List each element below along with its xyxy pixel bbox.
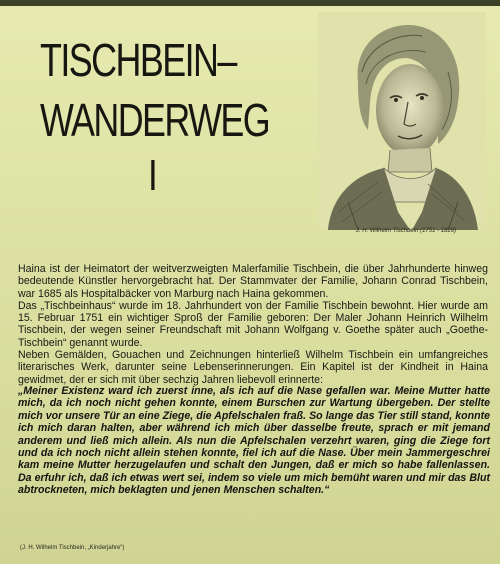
- portrait-engraving: [318, 12, 486, 230]
- portrait-image: [318, 12, 486, 230]
- title-line-1: TISCHBEIN–: [40, 34, 236, 86]
- title-numeral: I: [148, 151, 158, 200]
- intro-paragraph-1: Haina ist der Heimatort der weitverzweigten Malerfamilie Tischbein, die über Jahrhunderte hinweg bedeutende Künstler hervorgebracht hat. Der Stammvater der Familie, Johann Conrad Tischbein, war 1685 als Hospitalbäcker von Marburg nach Haina gekommen.: [18, 263, 488, 300]
- intro-text: [18, 263, 488, 386]
- intro-paragraph-3: Neben Gemälden, Gouachen und Zeichnungen hinterließ Wilhelm Tischbein ein umfangreiches literarisches Werk, darunter seine Lebenserinnerungen. Ein Kapitel ist der Kindheit in Haina gewidmet, der er sich mit über sechzig Jahren liebevoll erinnerte:: [18, 349, 488, 386]
- intro-paragraph-2: Das „Tischbeinhaus“ wurde im 18. Jahrhundert von der Familie Tischbein bewohnt. Hier wurde am 15. Februar 1751 ein wichtiger Sproß der Familie geboren: Der Maler Johann Heinrich Wilhelm Tischbein, der wegen seiner Freundschaft mit Johann Wolfgang v. Goethe später auch „Goethe-Tischbein“ genannt wurde.: [18, 299, 488, 349]
- title-line-2: WANDERWEG: [40, 94, 270, 146]
- quote-source: (J. H. Wilhelm Tischbein, „Kinderjahre“): [20, 545, 125, 551]
- portrait-caption: J. H. Wilhelm Tischbein (1751 - 1829): [355, 228, 457, 234]
- sign-title: [40, 30, 290, 202]
- memoir-quote: „Meiner Existenz ward ich zuerst inne, als ich auf die Nase gefallen war. Meine Mutter hatte mich, da ich noch nicht gehen konnte, einem Burschen zur Wartung übergeben. Der stellte mich vor unsere Tür an eine Ziege, die Apfelschalen fraß. So lange das Tier still stand, konnte ich mich daran halten, aber während ich mich über dasselbe freute, sprach er mit jemand anderem und ließ mich allein. Als nun die Apfelschalen verzehrt waren, ging die Ziege fort und da ich noch nicht allein stehen konnte, fiel ich auf die Nase. Über mein Jammergeschrei kam meine Mutter herzugelaufen und schalt den Jungen, daß er mich so habe fallenlassen. Da erfuhr ich, daß ich etwas wert sei, indem so viele um mich bemüht waren und mir das Blut abtrockneten, mich beklagten und jenen Menschen schalten.“: [18, 385, 490, 497]
